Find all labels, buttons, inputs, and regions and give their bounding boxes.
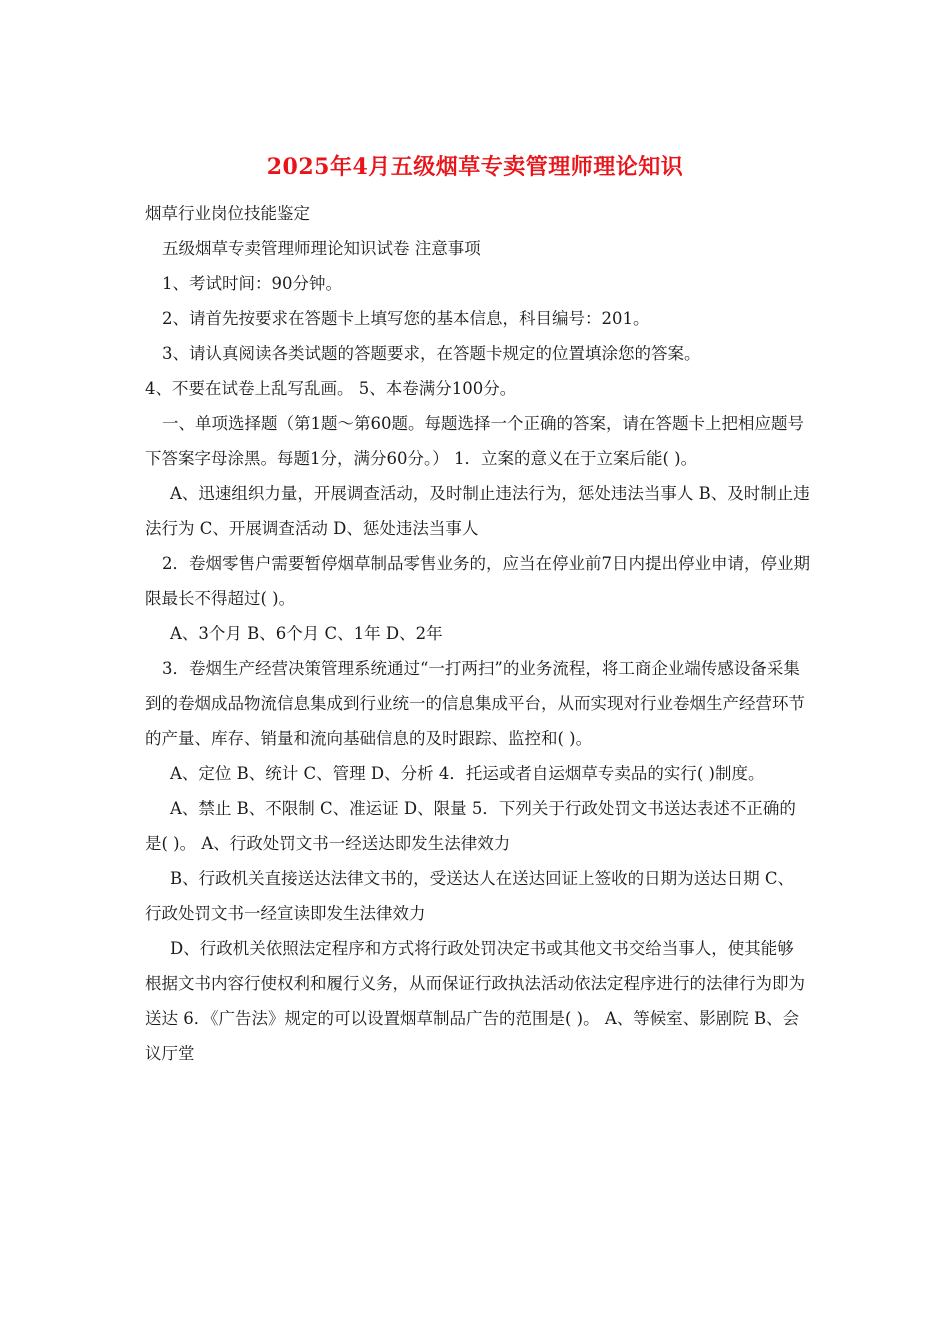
paragraph-q5-option-d-q6: D、行政机关依照法定程序和方式将行政处罚决定书或其他文书交给当事人，使其能够根据文书内容行使权利和履行义务，从而保证行政执法活动依法定程序进行的法律行为即为送达 6．《广告法》规定的可以设置烟草制品广告的范围是( )。 A、等候室、影剧院 B、会议厅堂 (145, 939, 805, 1063)
paragraph-q5-option-b-c: B、行政机关直接送达法律文书的，受送达人在送达回证上签收的日期为送达日期 C、行政处罚文书一经宣读即发生法律效力 (145, 869, 794, 923)
paragraph-notice-4-5: 4、不要在试卷上乱写乱画。 5、本卷满分100分。 (145, 379, 517, 398)
paragraph-q1-options: A、迅速组织力量，开展调查活动，及时制止违法行为，惩处违法当事人 B、及时制止违法行为 C、开展调查活动 D、惩处违法当事人 (145, 484, 810, 538)
paragraph-q3: 3．卷烟生产经营决策管理系统通过“一打两扫”的业务流程，将工商企业端传感设备采集到的卷烟成品物流信息集成到行业统一的信息集成平台，从而实现对行业卷烟生产经营环节的产量、库存、销量和流向基础信息的及时跟踪、监控和( )。 (145, 659, 805, 748)
paragraph-notice-2: 2、请首先按要求在答题卡上填写您的基本信息，科目编号：201。 (162, 309, 650, 328)
paragraph-section-one-q1: 一、单项选择题（第1题～第60题。每题选择一个正确的答案，请在答题卡上把相应题号下答案字母涂黑。每题1分，满分60分。） 1．立案的意义在于立案后能( )。 (145, 414, 804, 468)
paragraph-notice-3: 3、请认真阅读各类试题的答题要求，在答题卡规定的位置填涂您的答案。 (162, 344, 701, 363)
paragraph-q3-options-q4: A、定位 B、统计 C、管理 D、分析 4．托运或者自运烟草专卖品的实行( )制度。 (170, 764, 765, 783)
paragraph-q2-options: A、3个月 B、6个月 C、1年 D、2年 (170, 624, 443, 643)
paragraph-notice-title: 五级烟草专卖管理师理论知识试卷 注意事项 (162, 239, 481, 258)
document-title: 2025年4月五级烟草专卖管理师理论知识 (266, 154, 684, 180)
paragraph-q4-options-q5: A、禁止 B、不限制 C、准运证 D、限量 5．下列关于行政处罚文书送达表述不正确的是( )。 A、行政处罚文书一经送达即发生法律效力 (145, 799, 796, 853)
document-body (145, 196, 810, 1071)
paragraph-header: 烟草行业岗位技能鉴定 (145, 204, 310, 223)
paragraph-q2: 2．卷烟零售户需要暂停烟草制品零售业务的，应当在停业前7日内提出停业申请，停业期限最长不得超过( )。 (145, 554, 810, 608)
paragraph-notice-1: 1、考试时间：90分钟。 (162, 274, 342, 293)
